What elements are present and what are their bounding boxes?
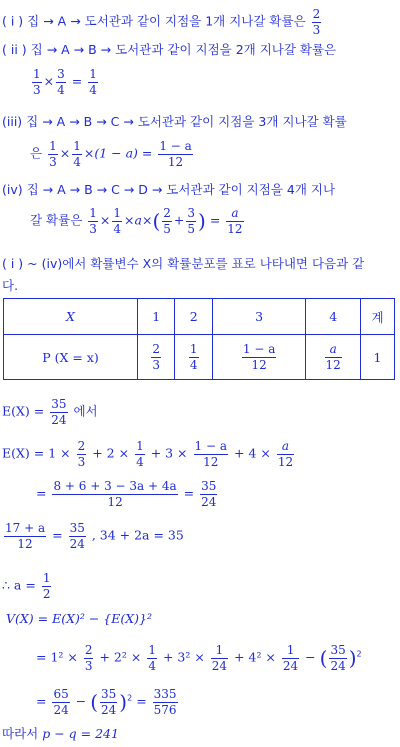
table-cell: $\frac{1 - a}{12}$ (212, 335, 305, 380)
table-cell: 계 (361, 299, 395, 335)
fraction: $\frac{a}{12}$ (227, 206, 243, 236)
fraction: $\frac{1}{4}$ (113, 206, 122, 236)
variance-definition: V(X) = E(X)² − {E(X)}² (6, 611, 153, 626)
fraction: $\frac{1 - a}{12}$ (159, 139, 192, 169)
fraction: $\frac{1}{3}$ (33, 67, 41, 97)
case-iv (2, 184, 335, 197)
table-cell: P (X = x) (4, 335, 138, 380)
final-answer: 따라서 p − q = 241 (2, 726, 119, 741)
fraction: $\frac{3}{5}$ (187, 206, 196, 236)
a-value: ∴ a = $\frac{1}{2}$ (2, 571, 51, 601)
ex-given: E(X) = $\frac{35}{24}$ 에서 (2, 397, 98, 427)
table-cell: 4 (306, 299, 361, 335)
case-i (2, 8, 323, 36)
table-cell: $\frac{a}{12}$ (306, 335, 361, 380)
fraction: $\frac{3}{4}$ (57, 67, 65, 97)
ex-simplify: = $\frac{8 + 6 + 3 - 3a + 4a}{12}$ = $\frac{35}{24}$ (36, 479, 217, 509)
case-iv-text: 집 → A → B → C → D → 도서관과 같이 지점을 4개 지나 (26, 182, 336, 197)
case-iii (2, 116, 347, 129)
summary-line-2: 다. (2, 278, 19, 293)
table-cell: 1 (138, 299, 175, 335)
case-ii (2, 44, 336, 57)
fraction: $\frac{2}{5}$ (163, 206, 171, 236)
case-ii-label: ( ii ) (2, 42, 27, 57)
table-cell: X (4, 299, 138, 335)
table-cell: $\frac{2}{3}$ (138, 335, 175, 380)
fraction: $\frac{1}{3}$ (89, 206, 97, 236)
probability-distribution-table (3, 298, 395, 380)
case-iii-eun: 은 (30, 145, 43, 161)
case-iv-label: (iv) (2, 182, 23, 197)
table-cell: $\frac{1}{4}$ (175, 335, 212, 380)
ex-expansion: E(X) = 1 × $\frac{2}{3}$ + 2 × $\frac{1}{4}$ + 3 × $\frac{1 - a}{12}$ + 4 × $\frac{a}{12}$ (2, 439, 294, 469)
case-iv-cont: 갈 확률은 (30, 212, 83, 228)
table-cell: 1 (361, 335, 395, 380)
variance-expansion: = 1² × $\frac{2}{3}$ + 2² × $\frac{1}{4}$ + 3² × $\frac{1}{24}$ + 4² × $\frac{1}{24}$ − ( $\frac{35}{24}$ )$^2$ (36, 643, 362, 673)
equation-line: $\frac{17 + a}{12}$ = $\frac{35}{24}$ , 34 + 2a = 35 (5, 521, 184, 551)
case-ii-calc: $\frac{1}{3}$ × $\frac{3}{4}$ = $\frac{1}{4}$ (33, 67, 97, 97)
fraction: $\frac{1}{4}$ (73, 139, 81, 169)
variance-result: = $\frac{65}{24}$ − ( $\frac{35}{24}$ )$^2$ = $\frac{335}{576}$ (36, 687, 177, 717)
case-iv-calc: 갈 확률은 $\frac{1}{3}$ × $\frac{1}{4}$ ×a×( $\frac{2}{5}$ + $\frac{3}{5}$ ) = $\frac{a}{12}$ (30, 206, 243, 236)
summary-line-1: ( i ) ~ (iv)에서 확률변수 X의 확률분포를 표로 나타내면 다음과 같 (2, 256, 365, 271)
fraction: $\frac{1}{3}$ (49, 139, 57, 169)
table-cell: 2 (175, 299, 212, 335)
case-ii-text: 집 → A → B → 도서관과 같이 지점을 2개 지나갈 확률은 (30, 42, 337, 57)
case-i-label: ( i ) (2, 13, 24, 29)
case-i-prob: $\frac{2}{3}$ (312, 7, 321, 37)
case-iii-calc: 은 $\frac{1}{3}$ × $\frac{1}{4}$ ×(1 − a) = $\frac{1 - a}{12}$ (30, 139, 192, 169)
table-cell: 3 (212, 299, 305, 335)
table-row (4, 335, 395, 380)
case-iii-paren: (1 − a) = (94, 145, 153, 161)
case-iii-text: 집 → A → B → C → 도서관과 같이 지점을 3개 지나갈 확률 (26, 114, 347, 129)
case-iii-label: (iii) (2, 114, 23, 129)
case-i-text: 집 → A → 도서관과 같이 지점을 1개 지나갈 확률은 (27, 13, 306, 29)
fraction: $\frac{1}{4}$ (89, 67, 97, 97)
table-header-row (4, 299, 395, 335)
